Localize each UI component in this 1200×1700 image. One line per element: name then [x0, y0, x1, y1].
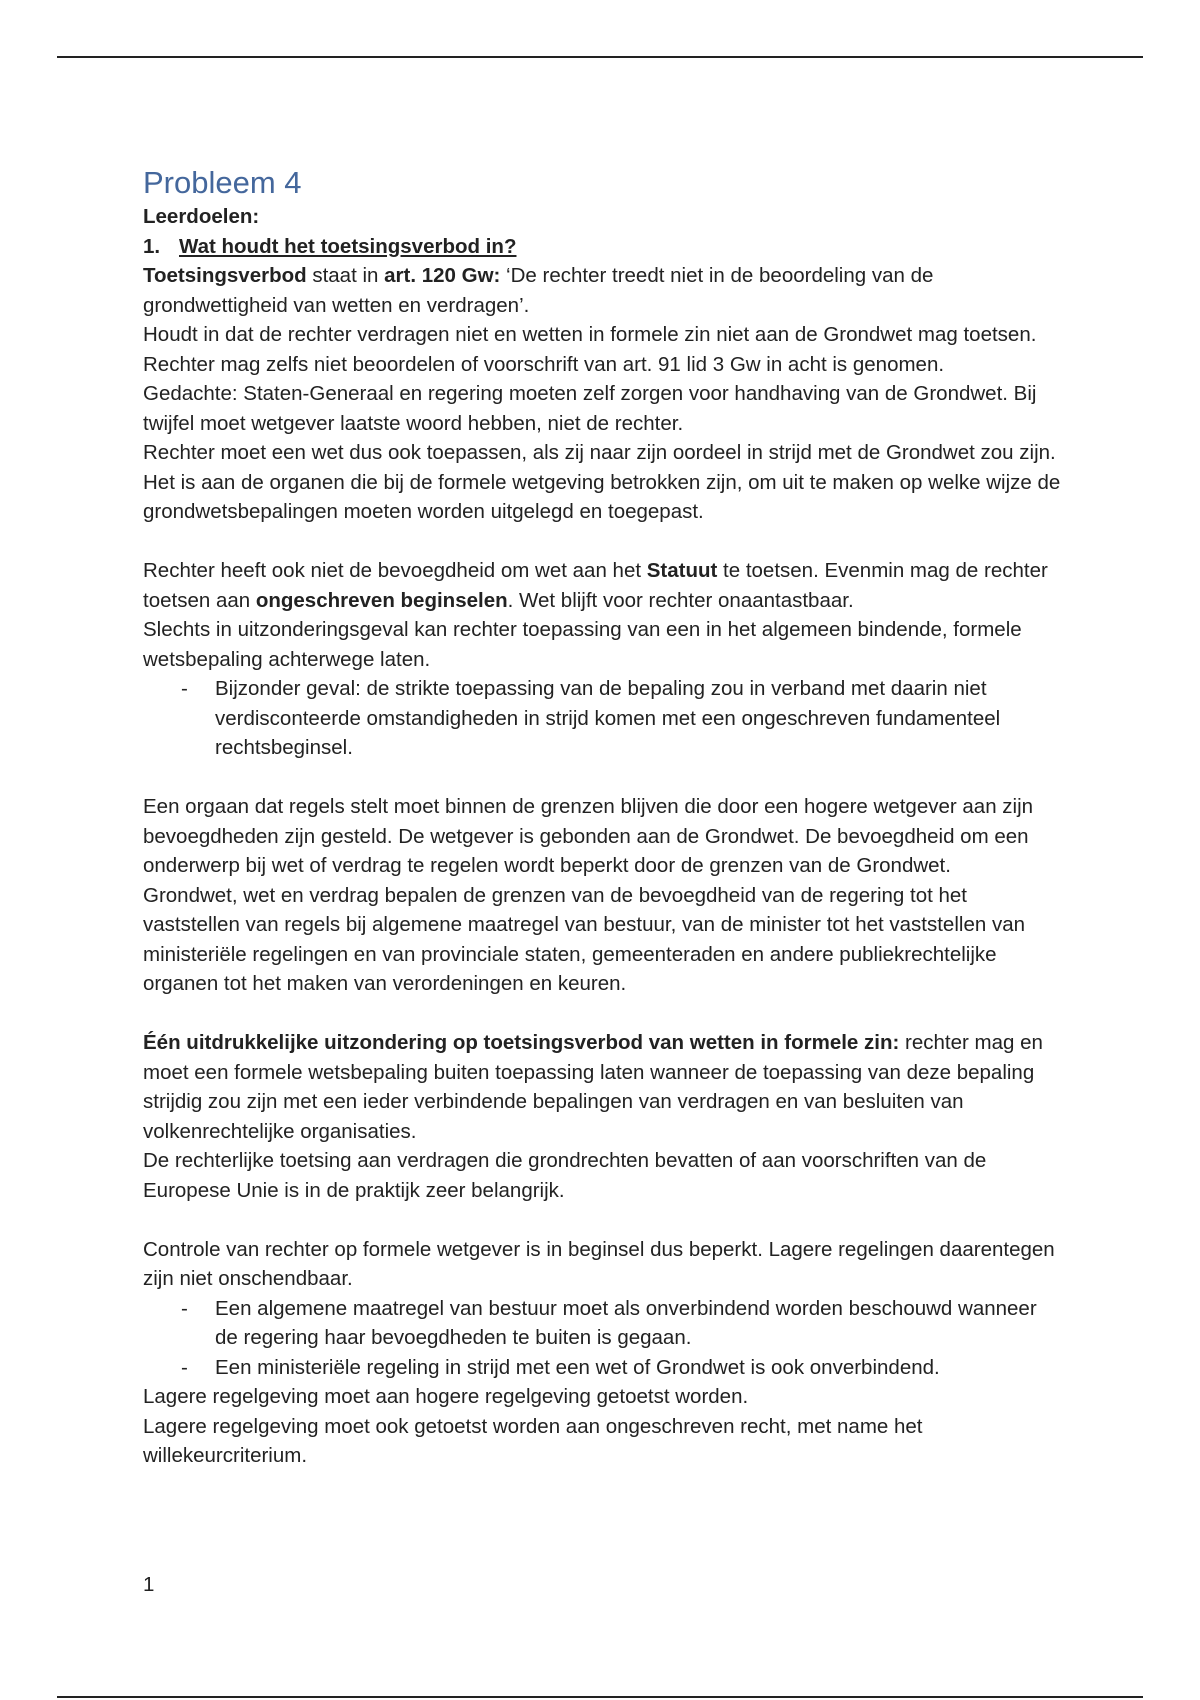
paragraph-rechter-moet: Rechter moet een wet dus ook toepassen, als zij naar zijn oordeel in strijd met de Grondwet zou zijn. Het is aan de organen die bij de formele wetgeving betrokken zijn, om uit te maken op welke wijze de grondwetsbepalingen moeten worden uitgelegd en toegepast. [143, 441, 1061, 523]
statuut-text-e: . Wet blijft voor rechter onaantastbaar. [507, 588, 854, 612]
spacer [143, 527, 1063, 557]
paragraph-orgaan: Een orgaan dat regels stelt moet binnen de grenzen blijven die door een hogere wetgever aan zijn bevoegdheden zijn gesteld. De wetgever is gebonden aan de Grondwet. De bevoegdheid om een onderwerp bij wet of verdrag te regelen wordt beperkt door de grenzen van de Grondwet. [143, 795, 1034, 877]
document-title: Probleem 4 [143, 165, 302, 200]
paragraph-toetsing: De rechterlijke toetsing aan verdragen die grondrechten bevatten of aan voorschriften van de Europese Unie is in de praktijk zeer belangrijk. [143, 1149, 987, 1202]
list-item-text: Een algemene maatregel van bestuur moet als onverbindend worden beschouwd wanneer de regering haar bevoegdheden te buiten is gegaan. [215, 1296, 1037, 1349]
list-item [143, 674, 1063, 763]
uitzondering-bold: Één uitdrukkelijke uitzondering op toetsingsverbod van wetten in formele zin: [143, 1031, 900, 1054]
spacer [143, 763, 1063, 793]
paragraph-controle: Controle van rechter op formele wetgever is in beginsel dus beperkt. Lagere regelingen daarentegen zijn niet onschendbaar. [143, 1237, 1055, 1290]
list-item [143, 1353, 1063, 1383]
intro-article: art. 120 Gw: [384, 264, 501, 287]
question-number: 1. [143, 234, 161, 258]
paragraph-lagere-2: Lagere regelgeving moet ook getoetst worden aan ongeschreven recht, met name het willekeurcriterium. [143, 1414, 923, 1467]
paragraph-houdt-in: Houdt in dat de rechter verdragen niet en wetten in formele zin niet aan de Grondwet mag toetsen. Rechter mag zelfs niet beoordelen of voorschrift van art. 91 lid 3 Gw in acht is genomen. [143, 323, 1037, 376]
page-content [143, 164, 1063, 1471]
intro-mid: staat in [306, 264, 385, 287]
paragraph-uitzondering [143, 1028, 1063, 1146]
paragraph-statuut [143, 556, 1063, 615]
paragraph-slechts: Slechts in uitzonderingsgeval kan rechter toepassing van een in het algemeen bindende, formele wetsbepaling achterwege laten. [143, 618, 1022, 671]
dash-bullet: - [181, 1355, 188, 1379]
statuut-text-a: Rechter heeft ook niet de bevoegdheid om wet aan het [143, 559, 647, 582]
question-text: Wat houdt het toetsingsverbod in? [179, 234, 517, 258]
paragraph-grondwet: Grondwet, wet en verdrag bepalen de grenzen van de bevoegdheid van de regering tot het vaststellen van regels bij algemene maatregel van bestuur, van de minister tot het vaststellen van ministeriële regelingen en van provinciale staten, gemeenteraden en andere publiekrechtelijke organen tot het maken van verordeningen en keuren. [143, 883, 1025, 995]
list-item [143, 1294, 1063, 1353]
paragraph-gedachte: Gedachte: Staten-Generaal en regering moeten zelf zorgen voor handhaving van de Grondwet. Bij twijfel moet wetgever laatste woord hebben, niet de rechter. [143, 382, 1037, 435]
spacer [143, 1205, 1063, 1235]
intro-quote: ‘De rechter treedt niet in de beoordeling van de grondwettigheid van wetten en verdragen’. [143, 264, 934, 317]
question-heading [143, 232, 1063, 262]
leerdoelen-label: Leerdoelen: [143, 205, 260, 228]
statuut-text-c: te toetsen. Evenmin mag de rechter toetsen aan [143, 559, 1048, 612]
dash-bullet: - [181, 1296, 188, 1320]
header-rule [57, 56, 1143, 58]
uitzondering-rest: rechter mag en moet een formele wetsbepaling buiten toepassing laten wanneer de toepassing van deze bepaling strijdig zou zijn met een ieder verbindende bepalingen van verdragen en van besluiten van volkenrechtelijke organisaties. [143, 1031, 1043, 1143]
footer-rule [57, 1696, 1143, 1698]
spacer [143, 999, 1063, 1029]
dash-bullet: - [181, 677, 188, 700]
list-item-text: Een ministeriële regeling in strijd met een wet of Grondwet is ook onverbindend. [215, 1355, 940, 1379]
ongeschreven-beginselen-term: ongeschreven beginselen [255, 588, 508, 612]
statuut-term: Statuut [646, 559, 718, 582]
intro-paragraph [143, 261, 1063, 320]
intro-term: Toetsingsverbod [143, 264, 307, 287]
paragraph-lagere-1: Lagere regelgeving moet aan hogere regelgeving getoetst worden. [143, 1385, 749, 1408]
list-item-text: Bijzonder geval: de strikte toepassing van de bepaling zou in verband met daarin niet verdisconteerde omstandigheden in strijd komen met een ongeschreven fundamenteel rechtsbeginsel. [215, 677, 1001, 759]
page-number: 1 [143, 1573, 155, 1596]
